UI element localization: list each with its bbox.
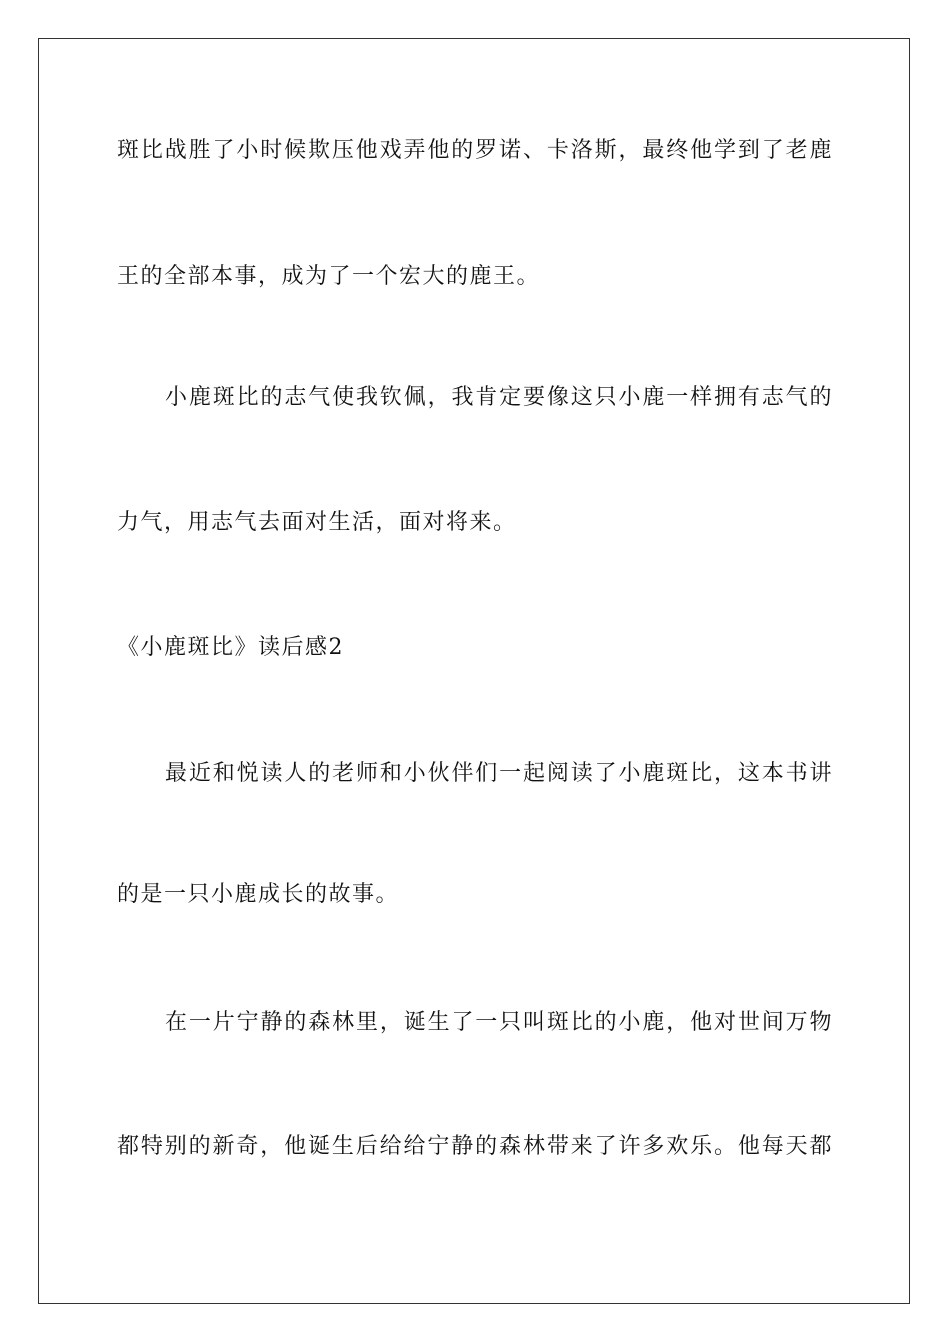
paragraph-line-8: 都特别的新奇，他诞生后给给宁静的森林带来了许多欢乐。他每天都 bbox=[117, 1134, 833, 1159]
page-border bbox=[38, 38, 910, 1304]
paragraph-line-7: 在一片宁静的森林里，诞生了一只叫斑比的小鹿，他对世间万物 bbox=[165, 1010, 833, 1035]
paragraph-line-4: 力气，用志气去面对生活，面对将来。 bbox=[117, 510, 517, 535]
paragraph-line-6: 的是一只小鹿成长的故事。 bbox=[117, 882, 400, 907]
paragraph-line-2: 王的全部本事，成为了一个宏大的鹿王。 bbox=[117, 264, 541, 289]
paragraph-line-3: 小鹿斑比的志气使我钦佩，我肯定要像这只小鹿一样拥有志气的 bbox=[165, 385, 833, 410]
section-heading: 《小鹿斑比》读后感2 bbox=[117, 635, 344, 660]
paragraph-line-1: 斑比战胜了小时候欺压他戏弄他的罗诺、卡洛斯，最终他学到了老鹿 bbox=[117, 138, 833, 163]
paragraph-line-5: 最近和悦读人的老师和小伙伴们一起阅读了小鹿斑比，这本书讲 bbox=[165, 761, 833, 786]
